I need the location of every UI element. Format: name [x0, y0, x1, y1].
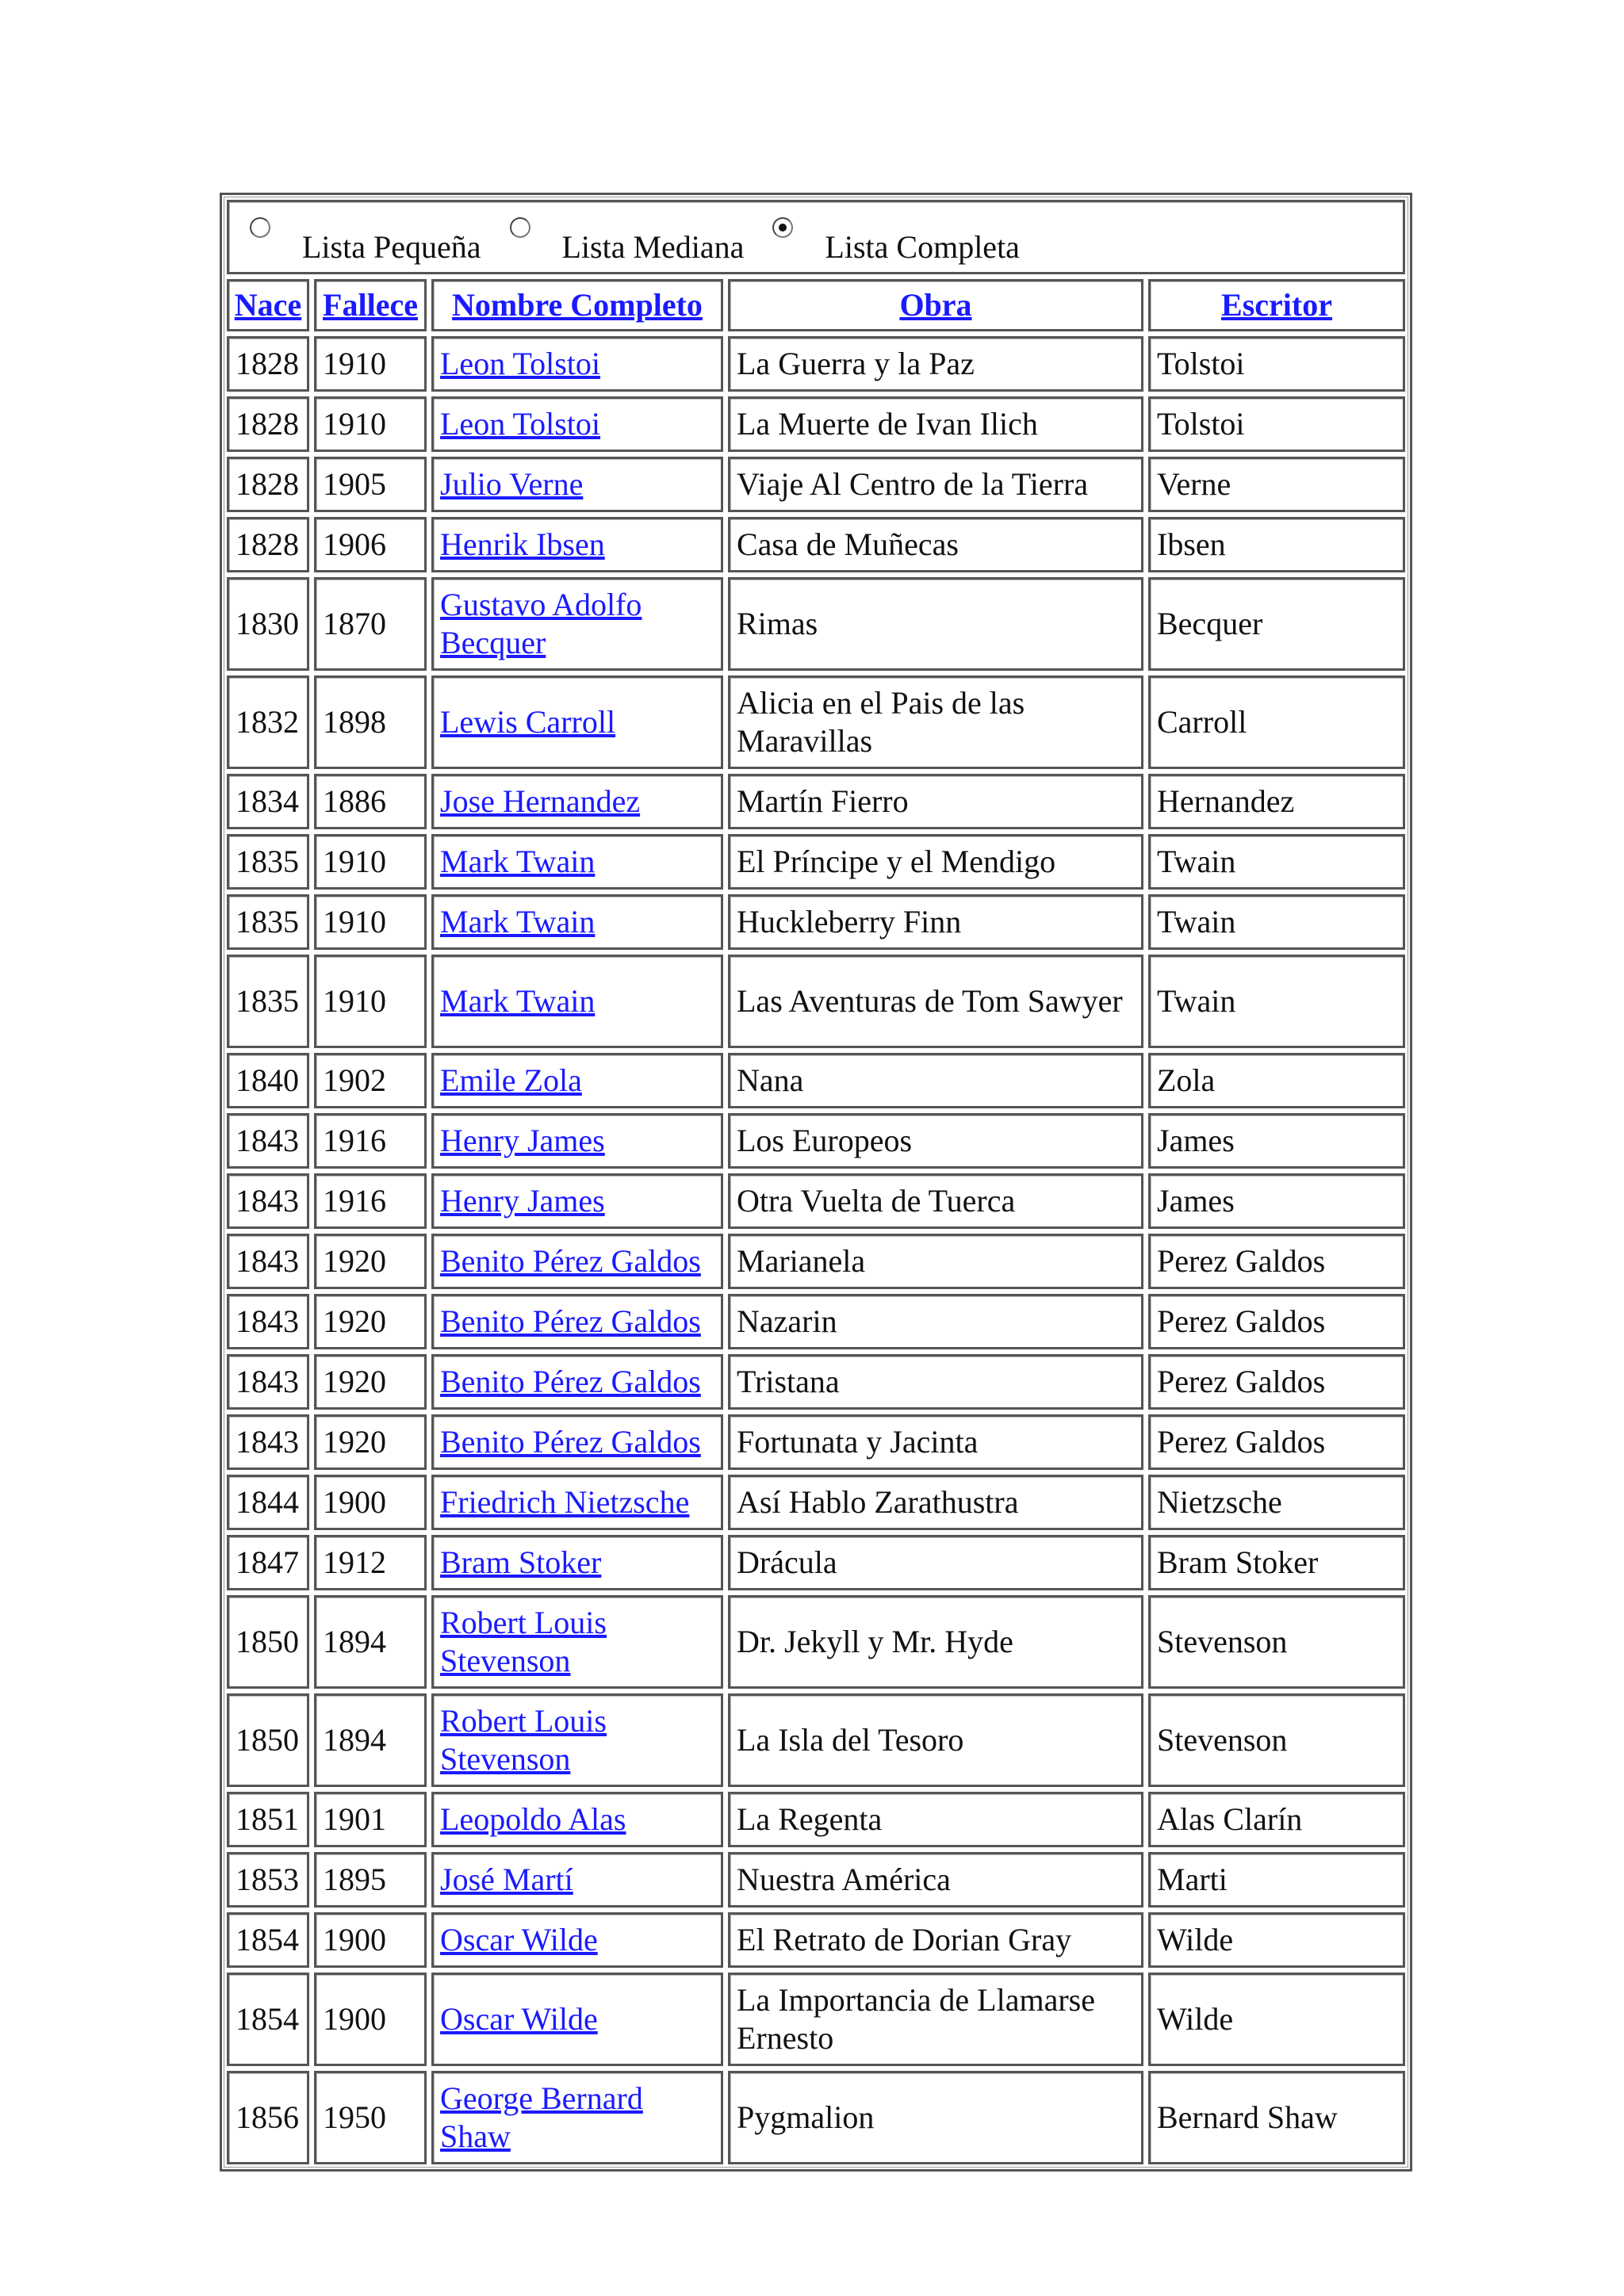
full-name-cell: [431, 1595, 723, 1689]
work-title-cell: Tristana: [728, 1354, 1143, 1410]
work-title-cell: Nuestra América: [728, 1852, 1143, 1908]
list-size-selector-row: [227, 200, 1405, 274]
full-name-cell: [431, 1792, 723, 1847]
author-link[interactable]: Oscar Wilde: [440, 1922, 598, 1957]
table-row: [227, 396, 1405, 452]
table-row: [227, 1475, 1405, 1530]
death-year-cell: 1910: [314, 396, 427, 452]
death-year-cell: 1910: [314, 834, 427, 890]
writer-cell: Wilde: [1148, 1973, 1405, 2066]
author-link[interactable]: Leon Tolstoi: [440, 406, 601, 442]
work-title-cell: La Isla del Tesoro: [728, 1693, 1143, 1787]
birth-year-cell: 1853: [227, 1852, 309, 1908]
table-row: [227, 336, 1405, 392]
writer-cell: Tolstoi: [1148, 396, 1405, 452]
death-year-cell: 1894: [314, 1595, 427, 1689]
death-year-cell: 1910: [314, 955, 427, 1048]
full-name-cell: [431, 894, 723, 950]
birth-year-cell: 1843: [227, 1354, 309, 1410]
radio-group: [236, 217, 1034, 266]
birth-year-cell: 1828: [227, 517, 309, 572]
writer-cell: Marti: [1148, 1852, 1405, 1908]
birth-year-cell: 1834: [227, 774, 309, 829]
table-row: [227, 955, 1405, 1048]
full-name-cell: [431, 1113, 723, 1169]
writer-cell: Tolstoi: [1148, 336, 1405, 392]
author-link[interactable]: Gustavo Adolfo Becquer: [440, 587, 642, 660]
death-year-cell: 1900: [314, 1973, 427, 2066]
sort-fallece-link[interactable]: Fallece: [323, 287, 418, 323]
table-row: [227, 1294, 1405, 1349]
death-year-cell: 1920: [314, 1414, 427, 1470]
full-name-cell: [431, 336, 723, 392]
birth-year-cell: 1828: [227, 336, 309, 392]
full-name-cell: [431, 457, 723, 512]
birth-year-cell: 1835: [227, 834, 309, 890]
full-name-cell: [431, 1053, 723, 1108]
header-obra: [728, 279, 1143, 331]
birth-year-cell: 1856: [227, 2071, 309, 2164]
death-year-cell: 1895: [314, 1852, 427, 1908]
sort-nombre-link[interactable]: Nombre Completo: [452, 287, 703, 323]
work-title-cell: Marianela: [728, 1234, 1143, 1289]
radio-small-label[interactable]: Lista Pequeña: [302, 228, 481, 265]
table-row: [227, 577, 1405, 671]
sort-obra-link[interactable]: Obra: [899, 287, 972, 323]
birth-year-cell: 1843: [227, 1113, 309, 1169]
table-row: [227, 1912, 1405, 1968]
writer-cell: Verne: [1148, 457, 1405, 512]
death-year-cell: 1886: [314, 774, 427, 829]
birth-year-cell: 1832: [227, 675, 309, 769]
full-name-cell: [431, 1535, 723, 1590]
work-title-cell: Fortunata y Jacinta: [728, 1414, 1143, 1470]
work-title-cell: La Regenta: [728, 1792, 1143, 1847]
table-row: [227, 1535, 1405, 1590]
work-title-cell: Alicia en el Pais de las Maravillas: [728, 675, 1143, 769]
death-year-cell: 1898: [314, 675, 427, 769]
work-title-cell: Nana: [728, 1053, 1143, 1108]
table-row: [227, 1173, 1405, 1229]
header-fallece: [314, 279, 427, 331]
work-title-cell: Los Europeos: [728, 1113, 1143, 1169]
birth-year-cell: 1830: [227, 577, 309, 671]
death-year-cell: 1910: [314, 336, 427, 392]
death-year-cell: 1910: [314, 894, 427, 950]
full-name-cell: [431, 517, 723, 572]
full-name-cell: [431, 396, 723, 452]
author-link[interactable]: Mark Twain: [440, 904, 596, 939]
full-name-cell: [431, 1414, 723, 1470]
table-row: [227, 894, 1405, 950]
birth-year-cell: 1844: [227, 1475, 309, 1530]
full-name-cell: [431, 774, 723, 829]
table-row: [227, 834, 1405, 890]
birth-year-cell: 1843: [227, 1234, 309, 1289]
writer-cell: James: [1148, 1173, 1405, 1229]
radio-medium-icon[interactable]: [510, 217, 530, 238]
header-nace: [227, 279, 309, 331]
work-title-cell: Rimas: [728, 577, 1143, 671]
full-name-cell: [431, 1912, 723, 1968]
radio-medium-label[interactable]: Lista Mediana: [561, 228, 745, 265]
table-row: [227, 1852, 1405, 1908]
author-link[interactable]: Benito Pérez Galdos: [440, 1364, 701, 1399]
writer-cell: Alas Clarín: [1148, 1792, 1405, 1847]
work-title-cell: Pygmalion: [728, 2071, 1143, 2164]
table-row: [227, 675, 1405, 769]
work-title-cell: La Muerte de Ivan Ilich: [728, 396, 1143, 452]
writer-cell: Bram Stoker: [1148, 1535, 1405, 1590]
radio-option-medium[interactable]: [510, 217, 745, 266]
work-title-cell: Huckleberry Finn: [728, 894, 1143, 950]
writer-cell: Stevenson: [1148, 1595, 1405, 1689]
writer-cell: Becquer: [1148, 577, 1405, 671]
table-row: [227, 1973, 1405, 2066]
writer-cell: Perez Galdos: [1148, 1414, 1405, 1470]
work-title-cell: Drácula: [728, 1535, 1143, 1590]
table-row: [227, 1354, 1405, 1410]
full-name-cell: [431, 834, 723, 890]
author-link[interactable]: Robert Louis Stevenson: [440, 1703, 607, 1777]
table-row: [227, 1113, 1405, 1169]
table-body: [227, 336, 1405, 2164]
work-title-cell: Nazarin: [728, 1294, 1143, 1349]
death-year-cell: 1912: [314, 1535, 427, 1590]
death-year-cell: 1906: [314, 517, 427, 572]
full-name-cell: [431, 1852, 723, 1908]
full-name-cell: [431, 1973, 723, 2066]
work-title-cell: Así Hablo Zarathustra: [728, 1475, 1143, 1530]
birth-year-cell: 1854: [227, 1973, 309, 2066]
work-title-cell: Otra Vuelta de Tuerca: [728, 1173, 1143, 1229]
death-year-cell: 1916: [314, 1173, 427, 1229]
header-nombre: [431, 279, 723, 331]
table-row: [227, 1792, 1405, 1847]
death-year-cell: 1901: [314, 1792, 427, 1847]
work-title-cell: Martín Fierro: [728, 774, 1143, 829]
full-name-cell: [431, 955, 723, 1048]
writer-cell: Ibsen: [1148, 517, 1405, 572]
table-row: [227, 2071, 1405, 2164]
death-year-cell: 1916: [314, 1113, 427, 1169]
authors-table: [220, 193, 1412, 2172]
birth-year-cell: 1850: [227, 1595, 309, 1689]
death-year-cell: 1920: [314, 1354, 427, 1410]
table-row: [227, 457, 1405, 512]
table-row: [227, 774, 1405, 829]
work-title-cell: El Retrato de Dorian Gray: [728, 1912, 1143, 1968]
death-year-cell: 1900: [314, 1912, 427, 1968]
sort-nace-link[interactable]: Nace: [234, 287, 302, 323]
author-link[interactable]: Julio Verne: [440, 466, 584, 502]
death-year-cell: 1902: [314, 1053, 427, 1108]
table-row: [227, 1414, 1405, 1470]
writer-cell: Twain: [1148, 955, 1405, 1048]
birth-year-cell: 1847: [227, 1535, 309, 1590]
writer-cell: Twain: [1148, 834, 1405, 890]
writer-cell: Wilde: [1148, 1912, 1405, 1968]
author-link[interactable]: Henry James: [440, 1123, 605, 1158]
work-title-cell: La Guerra y la Paz: [728, 336, 1143, 392]
death-year-cell: 1900: [314, 1475, 427, 1530]
death-year-cell: 1905: [314, 457, 427, 512]
author-link[interactable]: Benito Pérez Galdos: [440, 1243, 701, 1279]
full-name-cell: [431, 1475, 723, 1530]
full-name-cell: [431, 577, 723, 671]
writer-cell: Twain: [1148, 894, 1405, 950]
birth-year-cell: 1843: [227, 1414, 309, 1470]
author-link[interactable]: Leon Tolstoi: [440, 346, 601, 381]
writer-cell: Hernandez: [1148, 774, 1405, 829]
author-link[interactable]: Friedrich Nietzsche: [440, 1484, 690, 1520]
work-title-cell: Las Aventuras de Tom Sawyer: [728, 955, 1143, 1048]
author-link[interactable]: George Bernard Shaw: [440, 2080, 643, 2154]
death-year-cell: 1894: [314, 1693, 427, 1787]
birth-year-cell: 1835: [227, 955, 309, 1048]
sort-escritor-link[interactable]: Escritor: [1221, 287, 1332, 323]
author-link[interactable]: Robert Louis Stevenson: [440, 1605, 607, 1678]
birth-year-cell: 1835: [227, 894, 309, 950]
writer-cell: Nietzsche: [1148, 1475, 1405, 1530]
birth-year-cell: 1850: [227, 1693, 309, 1787]
full-name-cell: [431, 1173, 723, 1229]
writer-cell: Perez Galdos: [1148, 1354, 1405, 1410]
radio-complete-label[interactable]: Lista Completa: [825, 228, 1020, 265]
author-link[interactable]: Lewis Carroll: [440, 704, 616, 740]
radio-complete-icon[interactable]: [772, 217, 793, 238]
work-title-cell: El Príncipe y el Mendigo: [728, 834, 1143, 890]
birth-year-cell: 1854: [227, 1912, 309, 1968]
birth-year-cell: 1851: [227, 1792, 309, 1847]
radio-small-icon[interactable]: [250, 217, 270, 238]
full-name-cell: [431, 1294, 723, 1349]
writer-cell: James: [1148, 1113, 1405, 1169]
table-row: [227, 1053, 1405, 1108]
author-link[interactable]: Mark Twain: [440, 844, 596, 879]
death-year-cell: 1950: [314, 2071, 427, 2164]
author-link[interactable]: Jose Hernandez: [440, 783, 641, 819]
radio-option-complete[interactable]: [772, 217, 1020, 266]
writer-cell: Perez Galdos: [1148, 1294, 1405, 1349]
full-name-cell: [431, 675, 723, 769]
work-title-cell: La Importancia de Llamarse Ernesto: [728, 1973, 1143, 2066]
birth-year-cell: 1843: [227, 1173, 309, 1229]
birth-year-cell: 1828: [227, 396, 309, 452]
death-year-cell: 1870: [314, 577, 427, 671]
radio-option-small[interactable]: [250, 217, 481, 266]
author-link[interactable]: Oscar Wilde: [440, 2001, 598, 2037]
work-title-cell: Dr. Jekyll y Mr. Hyde: [728, 1595, 1143, 1689]
author-link[interactable]: Benito Pérez Galdos: [440, 1424, 701, 1460]
author-link[interactable]: Bram Stoker: [440, 1544, 602, 1580]
writer-cell: Perez Galdos: [1148, 1234, 1405, 1289]
writer-cell: Bernard Shaw: [1148, 2071, 1405, 2164]
table-row: [227, 1693, 1405, 1787]
birth-year-cell: 1828: [227, 457, 309, 512]
writer-cell: Stevenson: [1148, 1693, 1405, 1787]
table-row: [227, 1595, 1405, 1689]
birth-year-cell: 1840: [227, 1053, 309, 1108]
authors-table-wrapper: [220, 193, 1404, 2172]
author-link[interactable]: José Martí: [440, 1862, 573, 1897]
author-link[interactable]: Mark Twain: [440, 983, 596, 1019]
full-name-cell: [431, 1693, 723, 1787]
birth-year-cell: 1843: [227, 1294, 309, 1349]
author-link[interactable]: Henrik Ibsen: [440, 526, 605, 562]
header-escritor: [1148, 279, 1405, 331]
death-year-cell: 1920: [314, 1234, 427, 1289]
writer-cell: Carroll: [1148, 675, 1405, 769]
author-link[interactable]: Benito Pérez Galdos: [440, 1303, 701, 1339]
full-name-cell: [431, 1234, 723, 1289]
table-row: [227, 517, 1405, 572]
writer-cell: Zola: [1148, 1053, 1405, 1108]
author-link[interactable]: Emile Zola: [440, 1062, 582, 1098]
author-link[interactable]: Leopoldo Alas: [440, 1801, 626, 1837]
work-title-cell: Casa de Muñecas: [728, 517, 1143, 572]
full-name-cell: [431, 2071, 723, 2164]
death-year-cell: 1920: [314, 1294, 427, 1349]
full-name-cell: [431, 1354, 723, 1410]
header-row: [227, 279, 1405, 331]
list-size-selector: [227, 200, 1405, 274]
work-title-cell: Viaje Al Centro de la Tierra: [728, 457, 1143, 512]
author-link[interactable]: Henry James: [440, 1183, 605, 1219]
table-row: [227, 1234, 1405, 1289]
